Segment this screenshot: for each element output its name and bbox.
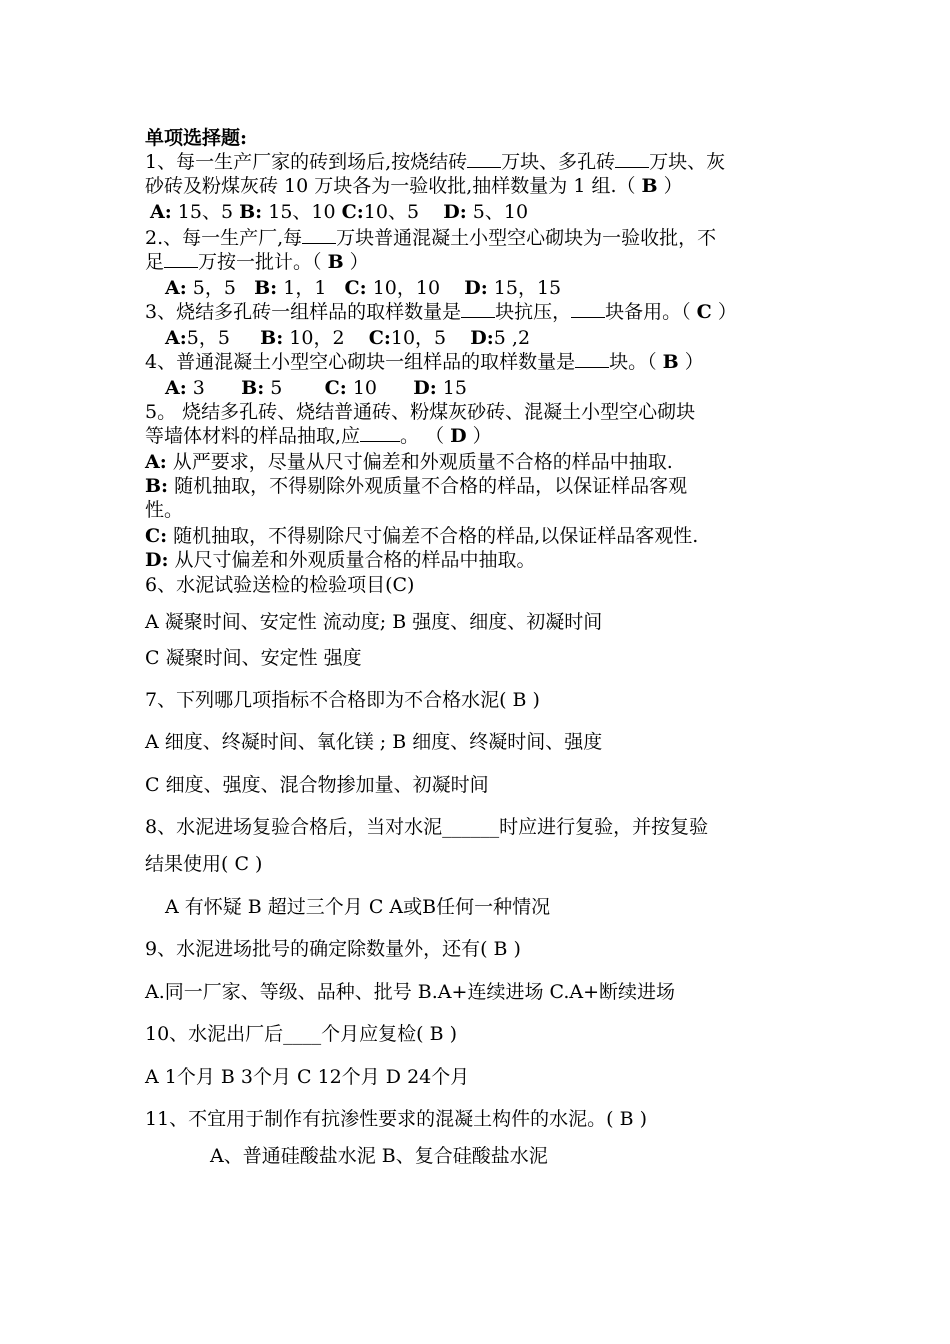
q8-stem-1: 8、水泥进场复验合格后，当对水泥______时应进行复验，并按复验 <box>145 816 709 838</box>
q9-stem: 9、水泥进场批号的确定除数量外，还有( B ) <box>145 938 521 960</box>
q3-line-1: 3、烧结多孔砖一组样品的取样数量是 块抗压， 块备用。（ C ） <box>145 301 737 323</box>
blank <box>164 251 198 268</box>
q5-line-2: 等墙体材料的样品抽取,应 。 （ D ） <box>145 425 492 447</box>
blank <box>467 151 501 168</box>
q9-options: A.同一厂家、等级、品种、批号 B.A+连续进场 C.A+断续进场 <box>145 981 676 1003</box>
q2-options: A: 5，5 B: 1，1 C: 10，10 D: 15，15 <box>165 277 562 299</box>
q5-option-b: B: 随机抽取，不得剔除外观质量不合格的样品，以保证样品客观 <box>145 475 688 497</box>
q5-line-1: 5。 烧结多孔砖、烧结普通砖、粉煤灰砂砖、混凝土小型空心砌块 <box>145 401 696 423</box>
blank <box>302 227 336 244</box>
q11-stem: 11、不宜用于制作有抗渗性要求的混凝土构件的水泥。( B ) <box>145 1108 648 1130</box>
q6-options-1: A 凝聚时间、安定性 流动度; B 强度、细度、初凝时间 <box>145 611 603 633</box>
q11-options: A、普通硅酸盐水泥 B、复合硅酸盐水泥 <box>210 1145 548 1167</box>
q1-line-2: 砂砖及粉煤灰砖 10 万块各为一验收批,抽样数量为 1 组.（ B ） <box>145 175 683 197</box>
q8-stem-2: 结果使用( C ) <box>145 853 263 875</box>
q4-options: A: 3 B: 5 C: 10 D: 15 <box>165 377 467 399</box>
q4-line-1: 4、普通混凝土小型空心砌块一组样品的取样数量是 块。（ B ） <box>145 351 704 373</box>
q2-line-2: 足 万按一批计。（ B ） <box>145 251 369 273</box>
q1-options: A: 15、5 B: 15、10 C:10、5 D: 5、10 <box>150 201 529 223</box>
q8-options: A 有怀疑 B 超过三个月 C A或B任何一种情况 <box>165 896 551 918</box>
blank <box>575 351 609 368</box>
q5-option-a: A: 从严要求，尽量从尺寸偏差和外观质量不合格的样品中抽取. <box>145 451 673 473</box>
section-heading: 单项选择题: <box>145 127 248 149</box>
blank <box>461 301 495 318</box>
q7-options-1: A 细度、终凝时间、氧化镁 ; B 细度、终凝时间、强度 <box>145 731 603 753</box>
blank <box>571 301 605 318</box>
q5-option-c: C: 随机抽取，不得剔除尺寸偏差不合格的样品,以保证样品客观性. <box>145 525 699 547</box>
q10-options: A 1个月 B 3个月 C 12个月 D 24个月 <box>145 1066 470 1088</box>
q5-option-d: D: 从尺寸偏差和外观质量合格的样品中抽取。 <box>145 549 536 571</box>
q6-options-2: C 凝聚时间、安定性 强度 <box>145 647 362 669</box>
q7-options-2: C 细度、强度、混合物掺加量、初凝时间 <box>145 774 489 796</box>
q7-stem: 7、下列哪几项指标不合格即为不合格水泥( B ) <box>145 689 540 711</box>
q2-line-1: 2.、每一生产厂,每 万块普通混凝土小型空心砌块为一验收批，不 <box>145 227 717 249</box>
q6-stem: 6、水泥试验送检的检验项目(C) <box>145 574 415 596</box>
q5-option-b-cont: 性。 <box>145 499 184 521</box>
blank <box>615 151 649 168</box>
q3-options: A:5，5 B: 10，2 C:10，5 D:5 ,2 <box>165 327 531 349</box>
q1-line-1: 1、每一生产厂家的砖到场后,按烧结砖 万块、多孔砖 万块、灰 <box>145 151 726 173</box>
blank <box>360 425 400 442</box>
q10-stem: 10、水泥出厂后____个月应复检( B ) <box>145 1023 458 1045</box>
